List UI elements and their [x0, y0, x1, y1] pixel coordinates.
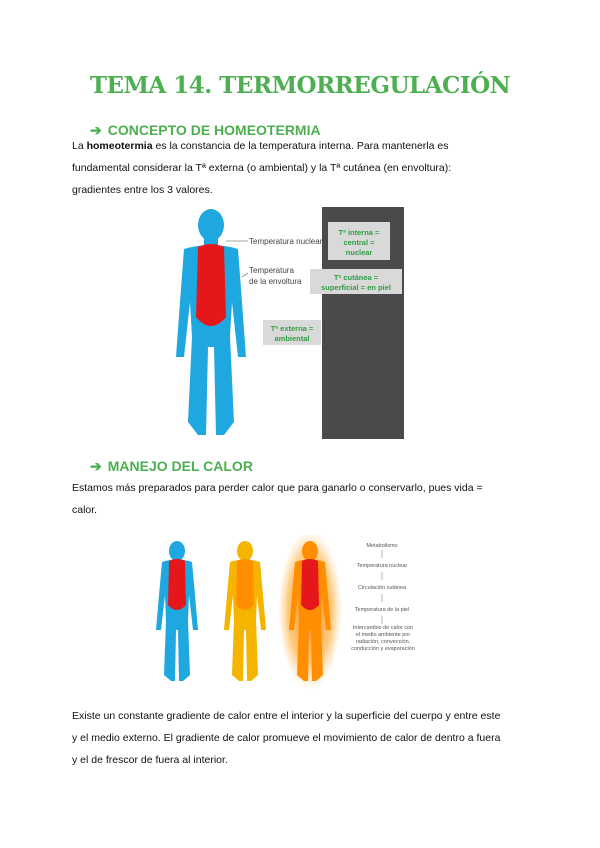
box-interna-line2: central =: [343, 238, 375, 247]
box-cutanea-line1: Tª cutánea =: [333, 273, 379, 282]
body-hot: [278, 535, 342, 690]
flow-step-intercambio: Intercambio de calor con el medio ambiente por radiación, convección, conducción y evaporación: [351, 625, 415, 652]
paragraph-line: gradientes entre los 3 valores.: [72, 184, 213, 196]
paragraph-homeotermia: [72, 135, 532, 201]
flow-step-circulacion: Circulación cutánea: [357, 585, 407, 591]
section-heading-text: MANEJO DEL CALOR: [107, 458, 253, 474]
paragraph-line: y el medio externo. El gradiente de calor promueve el movimiento de calor de dentro a fuera: [72, 732, 501, 744]
figure-body-temperatures: [146, 207, 404, 439]
paragraph-line: Existe un constante gradiente de calor entre el interior y la superficie del cuerpo y entre este: [72, 710, 501, 722]
bold-term: homeotermia: [86, 140, 153, 152]
paragraph-gradiente: [72, 705, 532, 771]
paragraph-line: Estamos más preparados para perder calor que para ganarlo o conservarlo, pues vida =: [72, 482, 483, 494]
paragraph-manejo-calor: [72, 477, 532, 521]
label-temperatura-nuclear: Temperatura nuclear: [249, 237, 323, 246]
box-interna-line1: Tª interna =: [338, 228, 380, 237]
page-title: TEMA 14. TERMORREGULACIÓN: [89, 72, 511, 99]
label-temperatura-envoltura-2: de la envoltura: [249, 277, 302, 286]
section-heading-manejo-calor: [90, 458, 253, 475]
text-run: es la constancia de la temperatura interna. Para mantenerla es: [152, 140, 449, 152]
flow-step-metabolismo: Metabolismo: [366, 543, 398, 549]
box-externa-line1: Tª externa =: [270, 324, 314, 333]
paragraph-line: [72, 135, 532, 157]
body-warm: [224, 541, 266, 681]
paragraph-line: y el de frescor de fuera al interior.: [72, 754, 228, 766]
box-interna-line3: nuclear: [345, 248, 373, 257]
paragraph-line: calor.: [72, 504, 98, 516]
box-externa-line2: ambiental: [274, 334, 310, 343]
text-run: La: [72, 140, 87, 152]
label-temperatura-envoltura-1: Temperatura: [249, 266, 294, 275]
section-heading-text: CONCEPTO DE HOMEOTERMIA: [107, 122, 321, 138]
leader-line: [242, 273, 248, 277]
flow-step-temp-nuclear: Temperatura nuclear: [356, 563, 408, 569]
heat-flow-diagram: [350, 543, 416, 669]
figure-heat-bodies: [150, 535, 420, 690]
box-cutanea-line2: superficial = en piel: [321, 283, 391, 292]
body-cool: [156, 541, 198, 681]
arrow-icon: ➔: [90, 122, 102, 138]
paragraph-line: fundamental considerar la Tª externa (o ambiental) y la Tª cutánea (en envoltura):: [72, 162, 452, 174]
flow-step-temp-piel: Temperatura de la piel: [354, 607, 410, 613]
body-core: [196, 244, 226, 326]
arrow-icon: ➔: [90, 458, 102, 474]
